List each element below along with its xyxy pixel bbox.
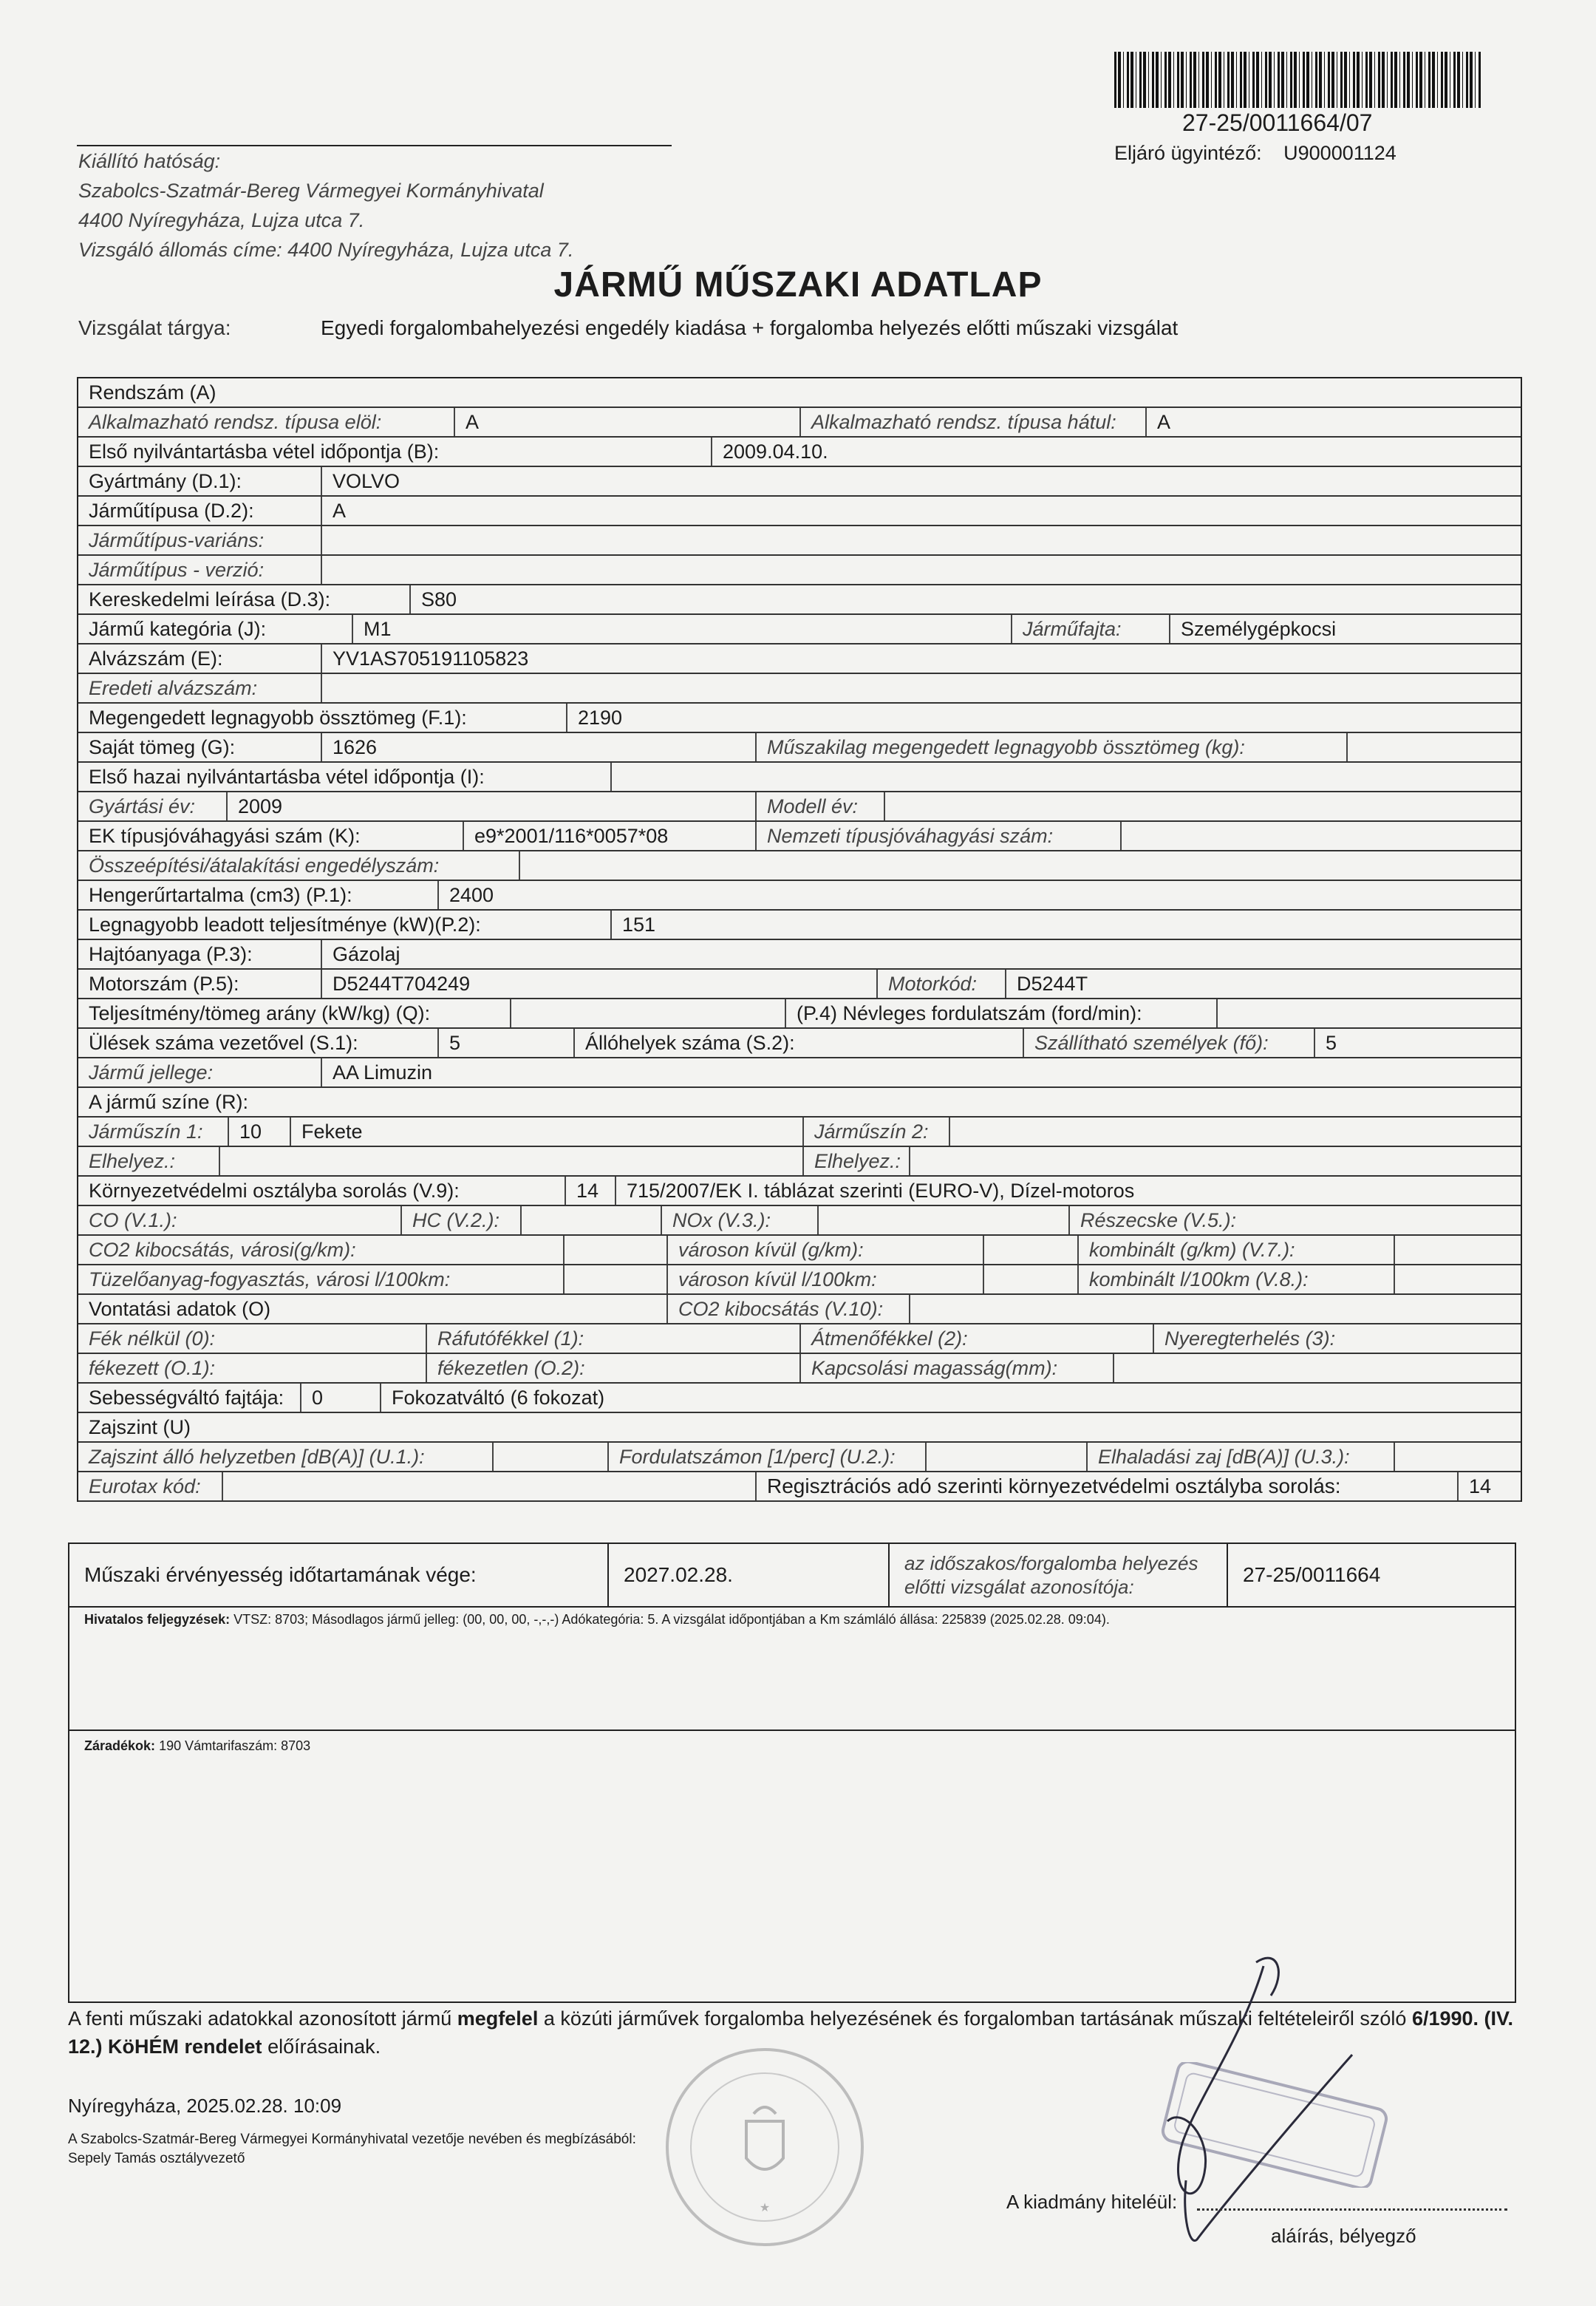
field-value: 2400	[437, 881, 494, 909]
field-value: 2009	[226, 792, 282, 820]
field-label: városon kívül (g/km):	[666, 1236, 864, 1264]
field-label: Legnagyobb leadott teljesítménye (kW)(P.2):	[89, 914, 481, 936]
field-value	[520, 1206, 532, 1234]
field-label: Motorkód:	[876, 970, 977, 998]
field-label: (P.4) Névleges fordulatszám (ford/min):	[785, 999, 1142, 1027]
field-label: Elhelyez.:	[89, 1150, 176, 1172]
field-label: Járműtípusa (D.2):	[89, 500, 254, 522]
vehicle-data-table	[77, 377, 1522, 1502]
field-label: Elhaladási zaj [dB(A)] (U.3.):	[1086, 1443, 1350, 1471]
table-row	[78, 733, 1521, 763]
field-value: A	[1145, 408, 1170, 436]
table-row	[78, 940, 1521, 970]
field-value	[610, 763, 622, 791]
field-value: 1626	[321, 733, 377, 761]
field-value: M1	[352, 615, 392, 643]
table-row	[78, 378, 1521, 408]
table-row	[78, 704, 1521, 733]
field-label: Fék nélkül (0):	[89, 1327, 216, 1350]
table-row	[78, 999, 1521, 1029]
inspection-id-label: az időszakos/forgalomba helyezés előtti vizsgálat azonosítója:	[888, 1544, 1227, 1606]
table-row	[78, 881, 1521, 911]
field-value: 14	[1457, 1472, 1491, 1500]
field-label: Jármű kategória (J):	[89, 618, 267, 640]
table-row	[78, 1236, 1521, 1265]
table-row	[78, 1413, 1521, 1443]
table-row	[78, 1177, 1521, 1206]
issuer-block	[78, 146, 573, 265]
field-label: Zajszint (U)	[89, 1416, 191, 1438]
field-value: 14	[565, 1177, 598, 1205]
table-row	[78, 1324, 1521, 1354]
page-title: JÁRMŰ MŰSZAKI ADATLAP	[553, 265, 1043, 305]
agent-label: Eljáró ügyintéző:	[1114, 142, 1262, 164]
table-row	[78, 763, 1521, 792]
field-label: Első nyilvántartásba vétel időpontja (B):	[89, 441, 440, 463]
table-row	[78, 1147, 1521, 1177]
validity-box	[68, 1543, 1516, 1731]
field-value	[1113, 1354, 1125, 1382]
table-row	[78, 1058, 1521, 1088]
subject-value: Egyedi forgalombahelyezési engedély kiadása + forgalomba helyezés előtti műszaki vizsgálat	[321, 316, 1179, 339]
table-row	[78, 1265, 1521, 1295]
field-label: Első hazai nyilvántartásba vétel időpontja (I):	[89, 766, 485, 788]
official-seal-icon	[658, 2040, 872, 2254]
field-label: Járműfajta:	[1011, 615, 1122, 643]
table-row	[78, 556, 1521, 585]
field-value	[1394, 1265, 1405, 1293]
field-label: Hajtóanyaga (P.3):	[89, 943, 253, 965]
field-value: Fokozatváltó (6 fokozat)	[380, 1384, 604, 1412]
field-value	[1216, 999, 1228, 1027]
remarks-label: Hivatalos feljegyzések:	[84, 1612, 231, 1627]
validity-date: 2027.02.28.	[607, 1544, 888, 1606]
statement-text: A fenti műszaki adatokkal azonosított jármű	[68, 2007, 452, 2030]
field-value	[1346, 733, 1358, 761]
field-value: D5244T	[1005, 970, 1088, 998]
table-row	[78, 1443, 1521, 1472]
field-label: Környezetvédelmi osztályba sorolás (V.9):	[89, 1180, 460, 1202]
field-value	[492, 1443, 504, 1471]
field-label: CO2 kibocsátás (V.10):	[666, 1295, 883, 1323]
field-label: Kapcsolási magasság(mm):	[799, 1354, 1057, 1382]
field-label: Motorszám (P.5):	[89, 973, 239, 995]
field-value: Személygépkocsi	[1169, 615, 1336, 643]
field-label: Eurotax kód:	[89, 1475, 201, 1497]
clauses-text: 190 Vámtarifaszám: 8703	[159, 1738, 311, 1753]
field-value: VOLVO	[321, 467, 400, 495]
field-label: Átmenőfékkel (2):	[799, 1324, 968, 1353]
table-row	[78, 911, 1521, 940]
table-row	[78, 644, 1521, 674]
field-label: Jármű jellege:	[89, 1061, 214, 1084]
field-label: Megengedett legnagyobb össztömeg (F.1):	[89, 707, 467, 729]
field-label: Zajszint álló helyzetben [dB(A)] (U.1.):	[89, 1446, 425, 1468]
station-address: Vizsgáló állomás címe: 4400 Nyíregyháza, Lujza utca 7.	[78, 239, 574, 261]
field-label: Ülések száma vezetővel (S.1):	[89, 1032, 358, 1054]
field-label: Elhelyez.:	[802, 1147, 901, 1175]
remarks-text: VTSZ: 8703; Másodlagos jármű jelleg: (00, 00, 00, -,-,-) Adókategória: 5. A vizsgálat időpontjában a Km számláló állása: 225839 (2025.02.28. 09:04).	[233, 1612, 1110, 1627]
field-value: A	[454, 408, 479, 436]
table-row	[78, 467, 1521, 497]
field-value	[925, 1443, 937, 1471]
field-label: Gyártmány (D.1):	[89, 470, 242, 492]
field-label: Sebességváltó fajtája:	[89, 1387, 284, 1409]
field-value	[1394, 1443, 1405, 1471]
signature-icon	[1153, 1951, 1367, 2262]
field-label: EK típusjóváhagyási szám (K):	[89, 825, 361, 847]
statement-bold: megfelel	[457, 2007, 539, 2030]
office-line: A Szabolcs-Szatmár-Bereg Vármegyei Kormányhivatal vezetője nevében és megbízásából:	[68, 2132, 636, 2147]
field-label: Modell év:	[755, 792, 858, 820]
field-label: Összeépítési/átalakítási engedélyszám:	[89, 854, 440, 877]
official-remarks	[84, 1612, 1110, 1628]
field-value	[909, 1147, 921, 1175]
field-label: fékezetlen (O.2):	[426, 1354, 585, 1382]
table-row	[78, 585, 1521, 615]
field-value: 2009.04.10.	[711, 438, 828, 466]
table-row	[78, 1118, 1521, 1147]
office-line: Sepely Tamás osztályvezető	[68, 2151, 245, 2166]
field-label: CO2 kibocsátás, városi(g/km):	[89, 1239, 356, 1261]
field-value	[321, 674, 332, 702]
table-row	[78, 1295, 1521, 1324]
table-row	[78, 970, 1521, 999]
field-label: Részecske (V.5.):	[1068, 1206, 1236, 1234]
document-number: 27-25/0011664/07	[1182, 109, 1373, 136]
place-date: Nyíregyháza, 2025.02.28. 10:09	[68, 2095, 342, 2117]
field-value	[909, 1295, 921, 1323]
inspection-id-value: 27-25/0011664	[1227, 1544, 1518, 1606]
field-label: Állóhelyek száma (S.2):	[573, 1029, 795, 1057]
statement-text: a közúti járművek forgalomba helyezésének és forgalomban tartásának műszaki feltételeiről szóló	[543, 2007, 1407, 2030]
field-value: Gázolaj	[321, 940, 400, 968]
field-label: Járműtípus - verzió:	[89, 559, 265, 581]
field-value: S80	[409, 585, 457, 613]
field-value: 5	[1314, 1029, 1337, 1057]
table-row	[78, 408, 1521, 438]
field-value	[949, 1118, 961, 1146]
field-value: A	[321, 497, 346, 525]
table-row	[78, 1472, 1521, 1502]
field-value	[519, 851, 531, 880]
field-value	[1394, 1236, 1405, 1264]
field-label: Tüzelőanyag-fogyasztás, városi l/100km:	[89, 1268, 451, 1290]
field-value	[563, 1236, 575, 1264]
field-value	[884, 792, 896, 820]
field-label: Műszakilag megengedett legnagyobb össztömeg (kg):	[755, 733, 1245, 761]
field-label: Hengerűrtartalma (cm3) (P.1):	[89, 884, 352, 906]
field-label: Teljesítmény/tömeg arány (kW/kg) (Q):	[89, 1002, 431, 1024]
field-label: CO (V.1.):	[89, 1209, 177, 1231]
barcode	[1114, 52, 1481, 108]
table-row	[78, 615, 1521, 644]
table-row	[78, 1029, 1521, 1058]
table-row	[78, 851, 1521, 881]
field-label: fékezett (O.1):	[89, 1357, 216, 1379]
field-label: Járműszín 2:	[802, 1118, 929, 1146]
table-row	[78, 1088, 1521, 1118]
table-row	[78, 792, 1521, 822]
table-row	[78, 497, 1521, 526]
field-value	[222, 1472, 233, 1500]
field-label: Rendszám (A)	[89, 381, 216, 404]
field-label: kombinált (g/km) (V.7.):	[1077, 1236, 1295, 1264]
field-label: Regisztrációs adó szerinti környezetvédelmi osztályba sorolás:	[755, 1472, 1341, 1500]
table-row	[78, 1384, 1521, 1413]
field-value	[510, 999, 522, 1027]
field-value	[563, 1265, 575, 1293]
field-value: Fekete	[290, 1118, 363, 1146]
field-label: Szállítható személyek (fő):	[1023, 1029, 1269, 1057]
field-value: AA Limuzin	[321, 1058, 432, 1086]
exam-subject	[78, 316, 1179, 340]
statement-text: előírásainak.	[267, 2035, 381, 2058]
field-value	[983, 1265, 995, 1293]
field-label: Fordulatszámon [1/perc] (U.2.):	[607, 1443, 896, 1471]
field-value	[1120, 822, 1132, 850]
issuer-name: Szabolcs-Szatmár-Bereg Vármegyei Kormányhivatal	[78, 180, 544, 202]
field-value: 5	[437, 1029, 460, 1057]
field-value: 151	[610, 911, 655, 939]
field-label: A jármű színe (R):	[89, 1091, 249, 1113]
field-label: NOx (V.3.):	[661, 1206, 771, 1234]
field-label: Eredeti alvázszám:	[89, 677, 258, 699]
clauses	[84, 1738, 310, 1754]
field-label: Saját tömeg (G):	[89, 736, 236, 758]
field-value: 0	[300, 1384, 323, 1412]
table-row	[78, 438, 1521, 467]
svg-text:★: ★	[759, 2200, 771, 2214]
clauses-label: Záradékok:	[84, 1738, 156, 1753]
field-label: Gyártási év:	[89, 795, 196, 817]
issuer-label: Kiállító hatóság:	[78, 150, 221, 172]
field-label: Járműtípus-variáns:	[89, 529, 265, 551]
field-label: Alvázszám (E):	[89, 647, 223, 670]
field-label: Kereskedelmi leírása (D.3):	[89, 588, 331, 610]
table-row	[78, 526, 1521, 556]
field-value: e9*2001/116*0057*08	[463, 822, 668, 850]
agent-value: U900001124	[1283, 142, 1396, 164]
field-label: városon kívül l/100km:	[666, 1265, 877, 1293]
field-value: D5244T704249	[321, 970, 470, 998]
authentication-label: A kiadmány hiteléül:	[1006, 2191, 1178, 2213]
field-value: 10	[228, 1118, 262, 1146]
validity-label: Műszaki érvényesség időtartamának vége:	[84, 1563, 477, 1586]
field-value: 2190	[566, 704, 622, 732]
statement-bold: 6/1990. (IV. 12.) KöHÉM rendelet	[68, 2007, 1514, 2058]
field-label: Ráfutófékkel (1):	[426, 1324, 584, 1353]
field-value	[219, 1147, 231, 1175]
field-value	[321, 526, 332, 554]
table-row	[78, 1206, 1521, 1236]
field-label: HC (V.2.):	[400, 1206, 499, 1234]
validity-row	[69, 1544, 1515, 1608]
field-value: YV1AS705191105823	[321, 644, 528, 673]
field-label: Alkalmazható rendsz. típusa elöl:	[89, 411, 382, 433]
field-label: Járműszín 1:	[89, 1120, 203, 1143]
field-label: Nemzeti típusjóváhagyási szám:	[755, 822, 1053, 850]
issuer-address: 4400 Nyíregyháza, Lujza utca 7.	[78, 209, 365, 231]
field-value	[321, 556, 332, 584]
table-row	[78, 822, 1521, 851]
field-label: Nyeregterhelés (3):	[1153, 1324, 1335, 1353]
field-label: Vontatási adatok (O)	[89, 1298, 271, 1320]
signature-caption: aláírás, bélyegző	[1271, 2225, 1416, 2247]
subject-label: Vizsgálat tárgya:	[78, 316, 231, 339]
table-row	[78, 674, 1521, 704]
field-value	[983, 1236, 995, 1264]
field-value	[817, 1206, 829, 1234]
office-block	[68, 2130, 636, 2169]
signature-line	[1197, 2208, 1507, 2211]
case-agent	[1114, 142, 1413, 165]
field-label: kombinált l/100km (V.8.):	[1077, 1265, 1309, 1293]
field-label: Alkalmazható rendsz. típusa hátul:	[799, 408, 1116, 436]
field-value: 715/2007/EK I. táblázat szerinti (EURO-V), Dízel-motoros	[615, 1177, 1134, 1205]
table-row	[78, 1354, 1521, 1384]
